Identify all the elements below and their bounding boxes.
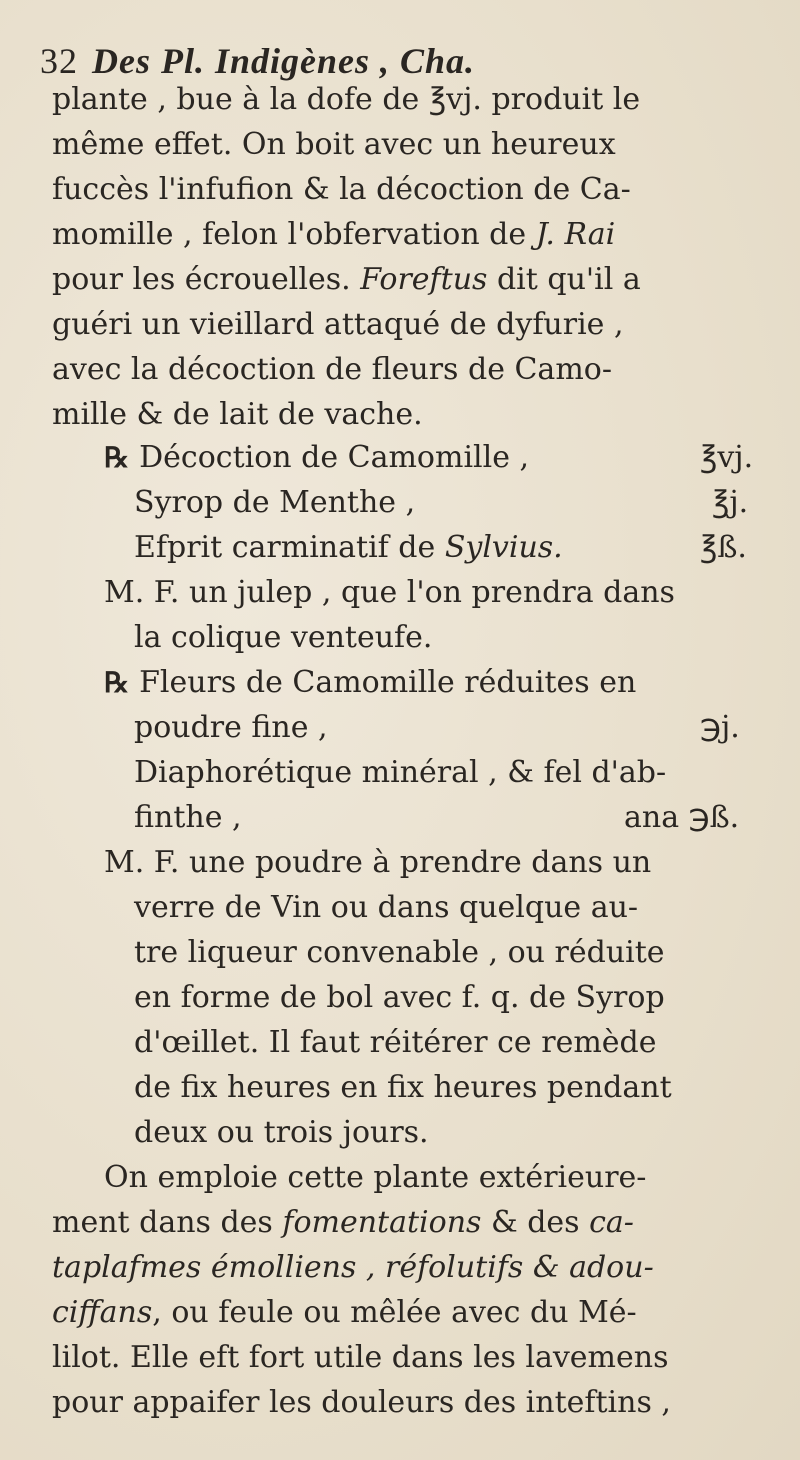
recipe-symbol: ℞ (104, 441, 130, 474)
text-line: avec la décoction de fleurs de Camo- (52, 352, 612, 387)
recipe-item: Fleurs de Camomille réduites en (139, 665, 637, 700)
text-line (52, 1295, 637, 1331)
page-number: 32 (40, 41, 78, 81)
text-span: & des (490, 1205, 580, 1240)
text-line: pour appaifer les douleurs des inteftins , (52, 1385, 671, 1420)
recipe-quantity: ℥j. (712, 485, 749, 520)
recipe-instruction: verre de Vin ou dans quelque au- (134, 890, 639, 925)
recipe-instruction: la colique venteufe. (134, 620, 433, 655)
recipe-quantity: ℥vj. (700, 440, 754, 475)
recipe-instruction: en forme de bol avec f. q. de Syrop (134, 980, 665, 1015)
recipe-symbol: ℞ (104, 666, 130, 699)
recipe-line (104, 665, 636, 701)
text-span: ment dans des (52, 1205, 273, 1240)
text-line: mille & de lait de vache. (52, 397, 423, 432)
recipe-quantity: ana ℈ß. (624, 800, 740, 835)
italic-term: ca- (589, 1205, 634, 1240)
text-line: même effet. On boit avec un heureux (52, 127, 616, 162)
text-line (52, 262, 641, 298)
author-name: Sylvius. (444, 530, 563, 565)
text-line: lilot. Elle eft fort utile dans les lavemens (52, 1340, 669, 1375)
recipe-instruction: M. F. un julep , que l'on prendra dans (104, 575, 675, 610)
author-name: J. Rai (535, 217, 616, 252)
text-line: guéri un vieillard attaqué de dyfurie , (52, 307, 624, 342)
italic-term: ciffans (52, 1295, 153, 1330)
text-span: , ou feule ou mêlée avec du Mé- (152, 1295, 637, 1330)
text-span: momille , felon l'obfervation de (52, 217, 527, 252)
recipe-line (104, 440, 529, 476)
recipe-instruction: M. F. une poudre à prendre dans un (104, 845, 652, 880)
recipe-instruction: d'œillet. Il faut réitérer ce remède (134, 1025, 657, 1060)
recipe-instruction: tre liqueur convenable , ou réduite (134, 935, 665, 970)
recipe-item: Diaphorétique minéral , & fel d'ab- (134, 755, 667, 790)
recipe-instruction: de fix heures en fix heures pendant (134, 1070, 672, 1105)
recipe-item: Décoction de Camomille , (139, 440, 530, 475)
recipe-item: poudre fine , (134, 710, 328, 745)
text-line (52, 217, 615, 253)
text-span: pour les écrouelles. (52, 262, 351, 297)
text-line: fuccès l'infufion & la décoction de Ca- (52, 172, 631, 207)
running-title: Des Pl. Indigènes , Cha. (92, 41, 476, 81)
text-line: taplafmes émolliens , réfolutifs & adou- (52, 1250, 654, 1285)
text-span: dit qu'il a (496, 262, 641, 297)
recipe-item: Syrop de Menthe , (134, 485, 416, 520)
text-line: plante , bue à la dofe de ℥vj. produit le (52, 82, 641, 117)
recipe-item (134, 530, 563, 566)
text-line (52, 1205, 634, 1241)
recipe-quantity: ℥ß. (700, 530, 747, 565)
author-name: Foreftus (360, 262, 488, 297)
running-header (40, 40, 475, 82)
text-span: Efprit carminatif de (134, 530, 436, 565)
italic-term: fomentations (282, 1205, 482, 1240)
recipe-item: finthe , (134, 800, 242, 835)
recipe-instruction: deux ou trois jours. (134, 1115, 429, 1150)
text-line: On emploie cette plante extérieure- (104, 1160, 647, 1195)
recipe-quantity: ℈j. (700, 710, 740, 745)
